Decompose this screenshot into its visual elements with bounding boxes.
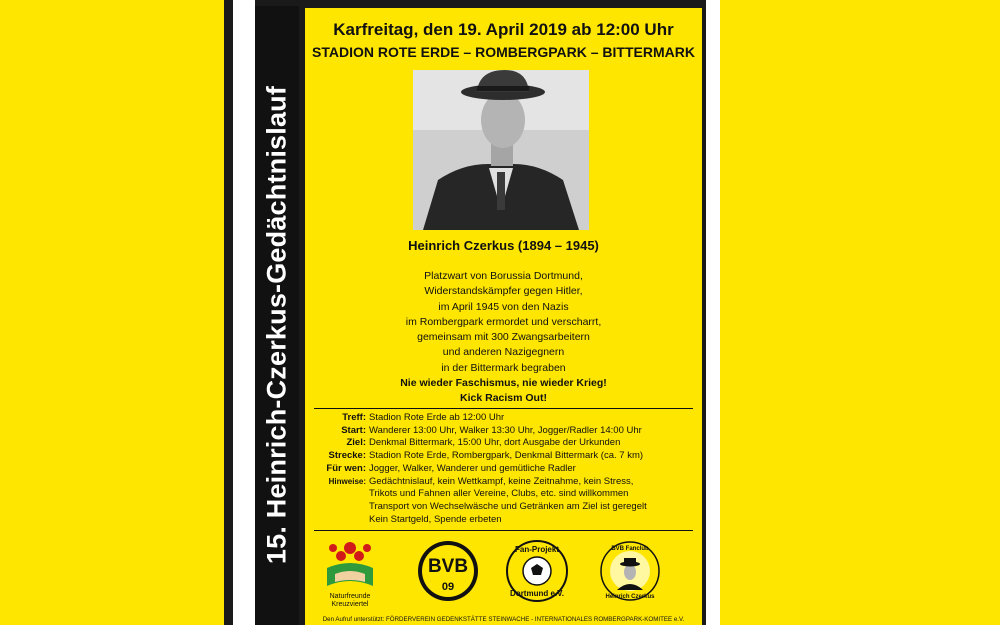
detail-value: Denkmal Bittermark, 15:00 Uhr, dort Ausgabe der Urkunden — [369, 437, 621, 449]
slogan-antifascism: Nie wieder Faschismus, nie wieder Krieg! — [400, 377, 607, 390]
portrait-caption: Heinrich Czerkus (1894 – 1945) — [408, 238, 599, 253]
detail-label: Ziel: — [346, 437, 366, 449]
detail-row-start — [305, 425, 702, 438]
detail-value: Transport von Wechselwäsche und Getränken am Ziel ist geregelt — [369, 500, 647, 512]
supporter-footer: Den Aufruf unterstützt: FÖRDERVEREIN GEDENKSTÄTTE STEINWACHE - INTERNATIONALES ROMBERGPARK-KOMITEE e.V. — [322, 616, 685, 623]
poster — [305, 8, 702, 625]
bio-line: Widerstandskämpfer gegen Hitler, — [424, 285, 583, 298]
white-margin-strip — [233, 0, 255, 625]
detail-row-fuer-wen — [305, 463, 702, 476]
detail-row-hinweise-cont — [305, 514, 702, 527]
detail-value: Stadion Rote Erde ab 12:00 Uhr — [369, 412, 505, 423]
fanclub-top-text: BVB Fanclub — [611, 546, 649, 552]
detail-label: Für wen: — [326, 462, 366, 474]
fanprojekt-top-text: Fan-Projekt — [514, 545, 560, 554]
detail-value: Stadion Rote Erde, Rombergpark, Denkmal Bittermark (ca. 7 km) — [369, 450, 644, 462]
event-date: Karfreitag, den 19. April 2019 ab 12:00 Uhr — [333, 20, 674, 39]
portrait-illustration — [413, 70, 589, 230]
detail-value: Wanderer 13:00 Uhr, Walker 13:30 Uhr, Jogger/Radler 14:00 Uhr — [369, 424, 642, 436]
fanclub-bottom-text: Heinrich Czerkus — [605, 594, 655, 600]
supporter-logos — [305, 538, 702, 612]
biography — [305, 269, 702, 407]
detail-row-strecke — [305, 450, 702, 463]
bio-line: im April 1945 von den Nazis — [438, 300, 569, 313]
detail-label: Hinweise: — [328, 476, 366, 486]
logos-svg — [305, 538, 702, 612]
bvb-year: 09 — [441, 581, 455, 593]
naturfreunde-name: Naturfreunde — [329, 593, 371, 600]
fanclub-czerkus-logo — [601, 542, 659, 600]
detail-row-hinweise-cont — [305, 488, 702, 501]
detail-label: Start: — [341, 424, 366, 436]
detail-value: Jogger, Walker, Wanderer und gemütliche Radler — [369, 462, 576, 474]
bio-line: und anderen Nazigegnern — [442, 346, 565, 359]
fanprojekt-bottom-text: Dortmund e.V. — [510, 589, 564, 598]
bvb-letters: BVB — [427, 556, 469, 577]
naturfreunde-district: Kreuzviertel — [331, 601, 369, 608]
detail-value: Trikots und Fahnen aller Vereine, Clubs, etc. sind willkommen — [369, 488, 629, 500]
detail-value: Gedächtnislauf, kein Wettkampf, keine Zeitnahme, kein Stress, — [369, 475, 634, 487]
divider — [314, 408, 693, 409]
fanprojekt-logo — [507, 541, 567, 601]
detail-value: Kein Startgeld, Spende erbeten — [369, 513, 502, 525]
event-details — [305, 412, 702, 526]
detail-row-hinweise — [305, 476, 702, 489]
detail-row-treff — [305, 412, 702, 425]
divider — [314, 530, 693, 531]
detail-label: Treff: — [342, 412, 366, 423]
detail-row-hinweise-cont — [305, 501, 702, 514]
event-route: STADION ROTE ERDE – ROMBERGPARK – BITTERMARK — [312, 44, 695, 60]
slogan-kick-racism: Kick Racism Out! — [460, 392, 547, 405]
bio-line: in der Bittermark begraben — [441, 361, 566, 374]
bio-line: im Rombergpark ermordet und verscharrt, — [405, 315, 602, 328]
vertical-title: 15. Heinrich-Czerkus-Gedächtnislauf — [261, 85, 292, 565]
right-margin-strip — [706, 0, 720, 625]
bvb-logo — [418, 541, 478, 601]
detail-row-ziel — [305, 437, 702, 450]
naturfreunde-logo — [327, 542, 373, 608]
bio-line: Platzwart von Borussia Dortmund, — [424, 270, 583, 282]
bio-line: gemeinsam mit 300 Zwangsarbeitern — [417, 331, 590, 344]
portrait-photo — [413, 70, 589, 230]
detail-label: Strecke: — [328, 450, 366, 462]
